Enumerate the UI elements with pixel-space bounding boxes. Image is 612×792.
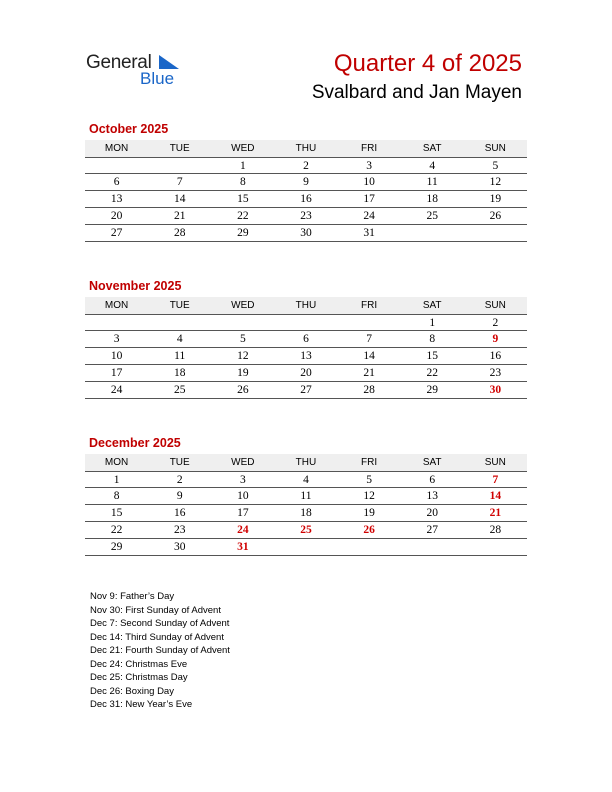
month-december bbox=[85, 436, 527, 556]
weekday-label: FRI bbox=[361, 300, 378, 311]
weekday-label: THU bbox=[295, 457, 317, 468]
day-cell: 16 bbox=[173, 507, 186, 519]
day-cell: 29 bbox=[426, 384, 438, 396]
day-cell: 15 bbox=[426, 350, 438, 362]
day-cell: 4 bbox=[429, 159, 436, 172]
day-cell: 8 bbox=[429, 333, 436, 345]
day-cell: 2 bbox=[492, 316, 499, 329]
logo-blue-text: Blue bbox=[140, 69, 175, 88]
week-row bbox=[85, 348, 527, 365]
day-cell: 25 bbox=[173, 384, 186, 396]
weekday-header bbox=[85, 454, 527, 471]
holiday-day-cell: 9 bbox=[492, 333, 499, 345]
weekday-label: MON bbox=[104, 457, 129, 468]
logo-general-text: General bbox=[86, 52, 152, 73]
day-cell: 10 bbox=[363, 176, 375, 188]
holiday-day-cell: 26 bbox=[363, 524, 375, 536]
day-cell: 20 bbox=[300, 367, 312, 379]
day-cell: 10 bbox=[237, 490, 249, 502]
weekday-label: SUN bbox=[484, 300, 506, 311]
day-cell: 27 bbox=[300, 384, 312, 396]
day-cell: 19 bbox=[363, 507, 375, 519]
day-cell: 18 bbox=[426, 193, 438, 205]
day-cell: 23 bbox=[173, 524, 186, 536]
day-cell: 6 bbox=[303, 333, 309, 345]
holiday-day-cell: 24 bbox=[237, 524, 249, 536]
month-title: November 2025 bbox=[89, 279, 182, 293]
weekday-label: SAT bbox=[422, 300, 442, 311]
weekday-label: THU bbox=[295, 143, 317, 154]
day-cell: 24 bbox=[363, 210, 375, 222]
day-cell: 2 bbox=[303, 159, 309, 172]
week-row bbox=[85, 522, 527, 539]
weekday-label: SAT bbox=[422, 457, 442, 468]
month-grid bbox=[85, 297, 527, 399]
day-cell: 18 bbox=[173, 367, 186, 379]
day-cell: 20 bbox=[426, 507, 438, 519]
day-cell: 26 bbox=[237, 384, 249, 396]
holiday-note: Nov 9: Father’s Day bbox=[90, 591, 175, 602]
week-row bbox=[85, 365, 527, 382]
holiday-note: Dec 31: New Year’s Eve bbox=[90, 699, 193, 710]
page-title: Quarter 4 of 2025 bbox=[333, 50, 522, 77]
holiday-day-cell: 7 bbox=[492, 473, 499, 486]
day-cell: 3 bbox=[113, 333, 120, 345]
weekday-header bbox=[85, 297, 527, 314]
day-cell: 1 bbox=[113, 473, 120, 486]
week-row bbox=[85, 488, 527, 505]
day-cell: 5 bbox=[366, 473, 372, 486]
day-cell: 5 bbox=[492, 159, 499, 172]
day-cell: 11 bbox=[426, 176, 438, 188]
day-cell: 17 bbox=[237, 507, 249, 519]
weekday-label: FRI bbox=[361, 457, 378, 468]
weekday-label: THU bbox=[295, 300, 317, 311]
day-cell: 12 bbox=[489, 176, 502, 188]
day-cell: 27 bbox=[426, 524, 438, 536]
day-cell: 28 bbox=[363, 384, 375, 396]
day-cell: 27 bbox=[110, 227, 123, 239]
weekday-label: MON bbox=[104, 143, 129, 154]
week-row bbox=[85, 539, 527, 556]
day-cell: 24 bbox=[110, 384, 123, 396]
day-cell: 25 bbox=[426, 210, 438, 222]
day-cell: 30 bbox=[173, 541, 186, 553]
holiday-note: Nov 30: First Sunday of Advent bbox=[90, 604, 221, 616]
month-title: December 2025 bbox=[89, 436, 181, 450]
weekday-label: TUE bbox=[169, 300, 190, 311]
day-cell: 29 bbox=[237, 227, 249, 239]
day-cell: 23 bbox=[489, 367, 502, 379]
weekday-label: TUE bbox=[169, 457, 190, 468]
day-cell: 6 bbox=[429, 473, 436, 486]
day-cell: 9 bbox=[303, 176, 309, 188]
day-cell: 7 bbox=[366, 333, 372, 345]
day-cell: 8 bbox=[113, 490, 120, 502]
day-cell: 23 bbox=[300, 210, 312, 222]
day-cell: 11 bbox=[174, 350, 186, 362]
day-cell: 22 bbox=[237, 210, 249, 222]
month-title: October 2025 bbox=[89, 122, 169, 136]
day-cell: 15 bbox=[237, 193, 249, 205]
day-cell: 21 bbox=[363, 367, 375, 379]
holiday-day-cell: 31 bbox=[237, 541, 249, 553]
page-subtitle: Svalbard and Jan Mayen bbox=[311, 82, 522, 103]
day-cell: 4 bbox=[303, 473, 309, 486]
day-cell: 19 bbox=[237, 367, 249, 379]
day-cell: 10 bbox=[110, 350, 123, 362]
day-cell: 22 bbox=[110, 524, 123, 536]
weekday-header bbox=[85, 140, 527, 157]
weekday-label: MON bbox=[104, 300, 129, 311]
day-cell: 3 bbox=[239, 473, 246, 486]
day-cell: 12 bbox=[363, 490, 375, 502]
day-cell: 7 bbox=[176, 176, 183, 188]
day-cell: 1 bbox=[429, 316, 436, 329]
day-cell: 21 bbox=[173, 210, 186, 222]
day-cell: 4 bbox=[176, 333, 183, 345]
day-cell: 16 bbox=[489, 350, 502, 362]
day-cell: 14 bbox=[363, 350, 375, 362]
day-cell: 12 bbox=[237, 350, 249, 362]
day-cell: 31 bbox=[363, 227, 375, 239]
holiday-day-cell: 25 bbox=[300, 524, 312, 536]
week-row bbox=[85, 331, 527, 348]
holiday-note: Dec 21: Fourth Sunday of Advent bbox=[90, 645, 230, 656]
weekday-label: SUN bbox=[484, 457, 506, 468]
week-row bbox=[85, 382, 527, 399]
holiday-notes bbox=[90, 590, 230, 712]
day-cell: 18 bbox=[300, 507, 312, 519]
week-row bbox=[85, 191, 527, 208]
week-row bbox=[85, 208, 527, 225]
day-cell: 5 bbox=[239, 333, 246, 345]
weekday-label: WED bbox=[231, 143, 255, 154]
day-cell: 9 bbox=[176, 490, 183, 502]
week-row bbox=[85, 314, 527, 331]
month-october bbox=[85, 122, 527, 242]
weekday-label: TUE bbox=[169, 143, 190, 154]
day-cell: 8 bbox=[239, 176, 246, 188]
day-cell: 16 bbox=[300, 193, 312, 205]
day-cell: 17 bbox=[363, 193, 375, 205]
weekday-label: SAT bbox=[422, 143, 442, 154]
day-cell: 1 bbox=[239, 159, 246, 172]
day-cell: 13 bbox=[426, 490, 438, 502]
weekday-label: WED bbox=[231, 300, 255, 311]
weekday-label: FRI bbox=[361, 143, 378, 154]
day-cell: 20 bbox=[110, 210, 123, 222]
month-november bbox=[85, 279, 527, 399]
day-cell: 28 bbox=[173, 227, 186, 239]
day-cell: 28 bbox=[489, 524, 502, 536]
holiday-note: Dec 24: Christmas Eve bbox=[90, 658, 188, 670]
week-row bbox=[85, 471, 527, 488]
day-cell: 15 bbox=[110, 507, 123, 519]
day-cell: 13 bbox=[300, 350, 312, 362]
holiday-note: Dec 26: Boxing Day bbox=[90, 685, 174, 697]
day-cell: 14 bbox=[173, 193, 186, 205]
holiday-note: Dec 7: Second Sunday of Advent bbox=[90, 618, 230, 629]
weekday-label: SUN bbox=[484, 143, 506, 154]
day-cell: 22 bbox=[426, 367, 438, 379]
day-cell: 29 bbox=[110, 541, 123, 553]
week-row bbox=[85, 505, 527, 522]
holiday-day-cell: 21 bbox=[489, 507, 502, 519]
weekday-label: WED bbox=[231, 457, 255, 468]
day-cell: 2 bbox=[176, 473, 183, 486]
holiday-day-cell: 30 bbox=[489, 384, 502, 396]
month-grid bbox=[85, 140, 527, 242]
logo bbox=[86, 52, 186, 92]
holiday-note: Dec 14: Third Sunday of Advent bbox=[90, 631, 224, 643]
day-cell: 6 bbox=[113, 176, 120, 188]
day-cell: 11 bbox=[300, 490, 312, 502]
holiday-day-cell: 14 bbox=[489, 490, 502, 502]
day-cell: 19 bbox=[489, 193, 502, 205]
day-cell: 17 bbox=[110, 367, 123, 379]
day-cell: 3 bbox=[366, 159, 372, 172]
day-cell: 30 bbox=[300, 227, 312, 239]
day-cell: 13 bbox=[110, 193, 123, 205]
month-grid bbox=[85, 454, 527, 556]
week-row bbox=[85, 157, 527, 174]
week-row bbox=[85, 174, 527, 191]
day-cell: 26 bbox=[489, 210, 502, 222]
holiday-note: Dec 25: Christmas Day bbox=[90, 672, 188, 683]
week-row bbox=[85, 225, 527, 242]
